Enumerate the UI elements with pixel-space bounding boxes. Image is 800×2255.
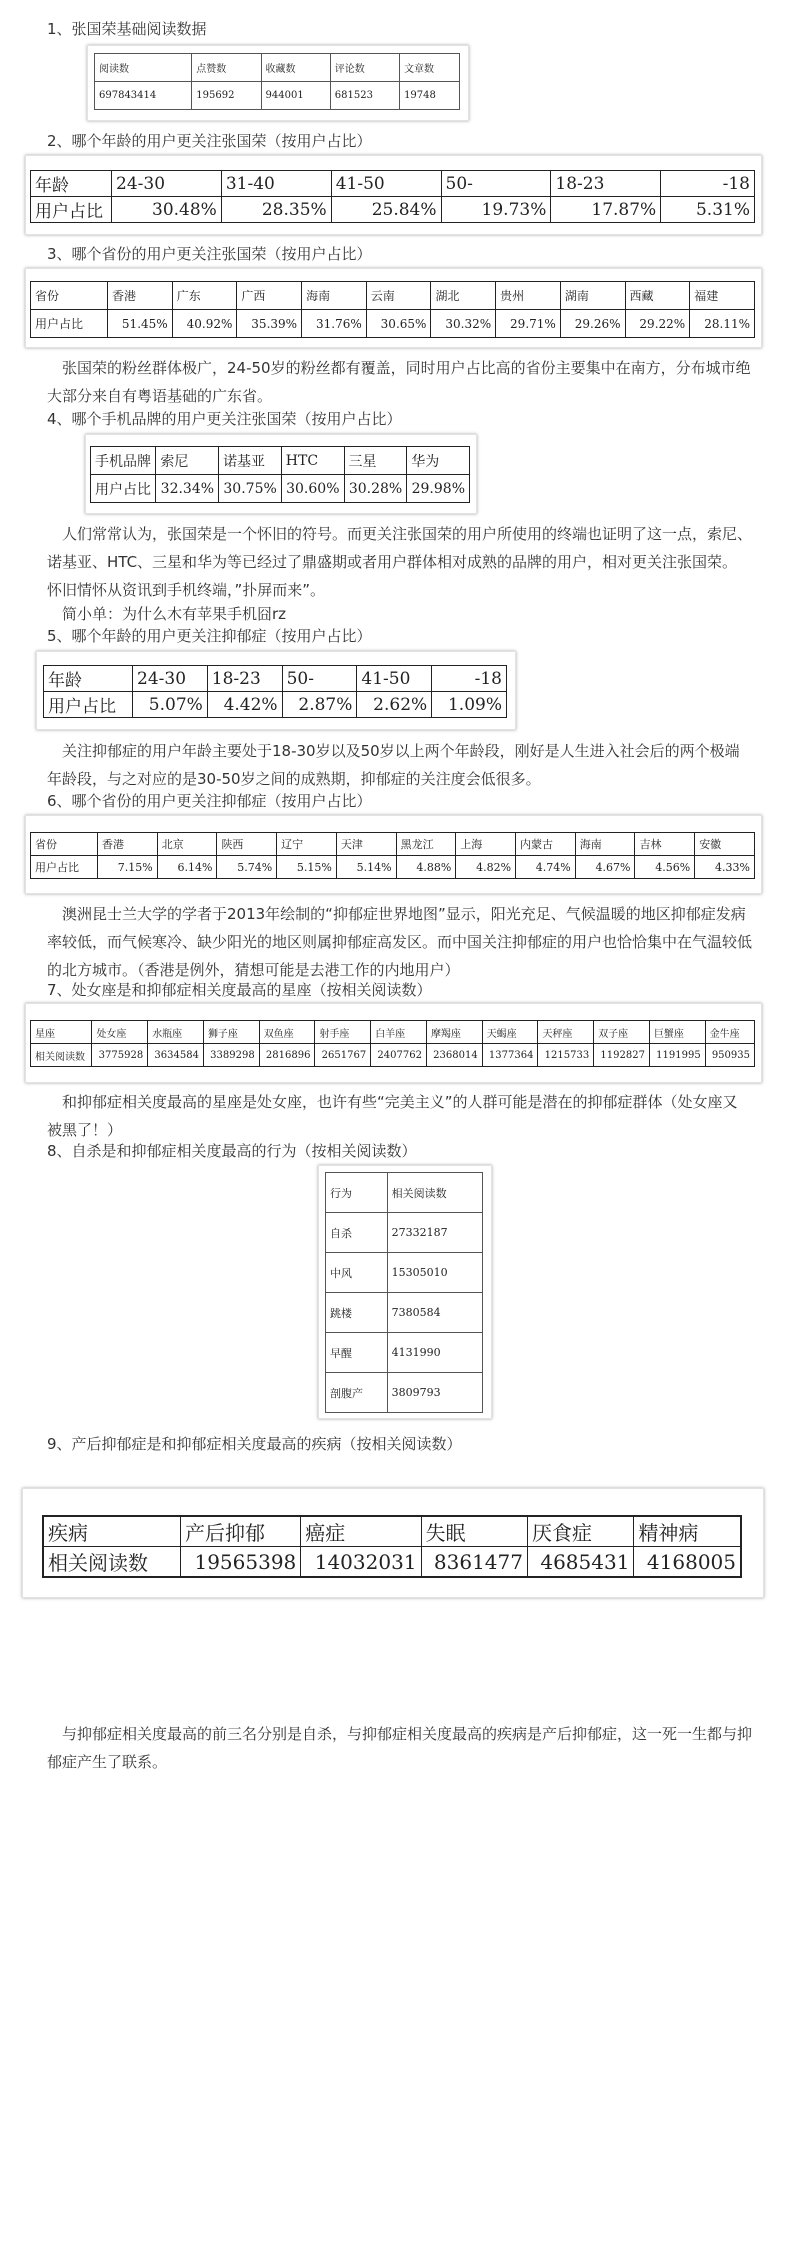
s8-value-cell: 15305010	[387, 1253, 482, 1293]
s9-header-cell: 厌食症	[527, 1516, 633, 1547]
s4-paragraph: 人们常常认为，张国荣是一个怀旧的符号。而更关注张国荣的用户所使用的终端也证明了这一点，索尼、诺基亚、HTC、三星和华为等已经过了鼎盛期或者用户群体相对成熟的品牌的用户，相对更关注张国荣。怀旧情怀从资讯到手机终端，”扑屏而来”。	[47, 525, 753, 599]
s7-value-cell: 1215733	[538, 1044, 594, 1067]
s4-value-cell: 32.34%	[156, 475, 219, 503]
s3-header-cell: 贵州	[496, 282, 561, 310]
s9-value-cell: 8361477	[421, 1547, 527, 1578]
s7-value-cell: 2407762	[371, 1044, 427, 1067]
s8-label-cell: 早醒	[326, 1333, 388, 1373]
s7-header-cell: 处女座	[92, 1021, 148, 1044]
s1-value-cell: 944001	[261, 82, 330, 110]
s8-label-cell: 跳楼	[326, 1293, 388, 1333]
s7-table	[30, 1020, 755, 1067]
s6-value-cell: 4.82%	[456, 856, 516, 879]
s5-row-label: 用户占比	[44, 692, 133, 718]
s5-header-cell: 50-	[282, 666, 357, 692]
s6-paragraph: 澳洲昆士兰大学的学者于2013年绘制的“抑郁症世界地图”显示，阳光充足、气候温暖的地区抑郁症发病率较低，而气候寒冷、缺少阳光的地区则属抑郁症高发区。而中国关注抑郁症的用户也恰恰集中在气温较低的北方城市。（香港是例外，猜想可能是去港工作的内地用户）	[47, 905, 753, 979]
s8-value-cell: 3809793	[387, 1373, 482, 1413]
s4-value-cell: 30.75%	[219, 475, 282, 503]
s3-value-cell: 29.71%	[496, 310, 561, 338]
s7-value-cell: 2368014	[426, 1044, 482, 1067]
s8-value-cell: 27332187	[387, 1213, 482, 1253]
s3-header-cell: 海南	[302, 282, 367, 310]
s7-row-label: 相关阅读数	[31, 1044, 92, 1067]
s2-value-cell: 28.35%	[221, 197, 331, 223]
s1-header-cell: 阅读数	[95, 54, 192, 82]
s3-header-cell: 西藏	[625, 282, 690, 310]
s7-header-cell: 白羊座	[371, 1021, 427, 1044]
s2-table	[30, 170, 755, 223]
s7-value-cell: 1191995	[649, 1044, 705, 1067]
s7-value-cell: 950935	[705, 1044, 754, 1067]
s7-header-cell: 狮子座	[203, 1021, 259, 1044]
s5-value-cell: 5.07%	[133, 692, 208, 718]
section-1-heading: 1、张国荣基础阅读数据	[47, 20, 207, 38]
s7-header-cell: 巨蟹座	[649, 1021, 705, 1044]
section-7-heading: 7、处女座是和抑郁症相关度最高的星座（按相关阅读数）	[47, 981, 432, 999]
s7-header-cell: 金牛座	[705, 1021, 754, 1044]
s7-value-cell: 2651767	[315, 1044, 371, 1067]
section-6-heading: 6、哪个省份的用户更关注抑郁症（按用户占比）	[47, 792, 372, 810]
s6-header-cell: 天津	[336, 833, 396, 856]
s2-header-cell: 31-40	[221, 171, 331, 197]
s4-value-cell: 30.28%	[344, 475, 407, 503]
s6-header-cell: 安徽	[695, 833, 755, 856]
s3-header-cell: 福建	[690, 282, 755, 310]
s3-header-cell: 广西	[237, 282, 302, 310]
s3-header-cell: 湖北	[431, 282, 496, 310]
s3-header-cell: 香港	[108, 282, 173, 310]
s3-row-label: 省份	[31, 282, 108, 310]
s9-value-cell: 19565398	[181, 1547, 301, 1578]
s4-header-cell: 诺基亚	[219, 447, 282, 475]
s4-header-cell: HTC	[281, 447, 344, 475]
s9-table	[42, 1515, 742, 1578]
s3-value-cell: 30.65%	[366, 310, 431, 338]
s6-value-cell: 5.14%	[336, 856, 396, 879]
s4-row-label: 手机品牌	[91, 447, 156, 475]
section-9-heading: 9、产后抑郁症是和抑郁症相关度最高的疾病（按相关阅读数）	[47, 1435, 462, 1453]
s6-table	[30, 832, 755, 879]
s6-value-cell: 5.15%	[277, 856, 337, 879]
s1-header-cell: 收藏数	[261, 54, 330, 82]
s4-table	[90, 446, 470, 503]
s6-value-cell: 4.88%	[396, 856, 456, 879]
s9-value-cell: 4168005	[634, 1547, 741, 1578]
s2-value-cell: 25.84%	[331, 197, 441, 223]
s2-value-cell: 30.48%	[112, 197, 222, 223]
s7-header-cell: 摩羯座	[426, 1021, 482, 1044]
s5-value-cell: 2.62%	[357, 692, 432, 718]
s6-value-cell: 4.67%	[575, 856, 635, 879]
s1-header-cell: 文章数	[400, 54, 460, 82]
s6-header-cell: 北京	[157, 833, 217, 856]
s5-paragraph: 关注抑郁症的用户年龄主要处于18-30岁以及50岁以上两个年龄段，刚好是人生进入社会后的两个极端年龄段，与之对应的是30-50岁之间的成熟期，抑郁症的关注度会低很多。	[47, 742, 740, 788]
s6-header-cell: 上海	[456, 833, 516, 856]
s6-header-cell: 吉林	[635, 833, 695, 856]
s4-header-cell: 华为	[407, 447, 470, 475]
s3-value-cell: 30.32%	[431, 310, 496, 338]
s1-header-cell: 评论数	[330, 54, 399, 82]
s8-label-cell: 自杀	[326, 1213, 388, 1253]
s6-header-cell: 辽宁	[277, 833, 337, 856]
s2-header-cell: 24-30	[112, 171, 222, 197]
s1-value-cell: 697843414	[95, 82, 192, 110]
s7-value-cell: 1377364	[482, 1044, 538, 1067]
s2-header-cell: 41-50	[331, 171, 441, 197]
s5-value-cell: 1.09%	[432, 692, 507, 718]
s3-header-cell: 湖南	[560, 282, 625, 310]
s6-header-cell: 陕西	[217, 833, 277, 856]
s7-header-cell: 射手座	[315, 1021, 371, 1044]
s4-row-label: 用户占比	[91, 475, 156, 503]
s8-header-cell: 相关阅读数	[387, 1173, 482, 1213]
s5-header-cell: -18	[432, 666, 507, 692]
s4-value-cell: 30.60%	[281, 475, 344, 503]
s5-row-label: 年龄	[44, 666, 133, 692]
s4-value-cell: 29.98%	[407, 475, 470, 503]
section-5-heading: 5、哪个年龄的用户更关注抑郁症（按用户占比）	[47, 627, 372, 645]
s7-value-cell: 3389298	[203, 1044, 259, 1067]
s3-value-cell: 29.26%	[560, 310, 625, 338]
s9-value-cell: 4685431	[527, 1547, 633, 1578]
s6-header-cell: 海南	[575, 833, 635, 856]
s8-value-cell: 7380584	[387, 1293, 482, 1333]
s6-header-cell: 内蒙古	[516, 833, 576, 856]
s4-header-cell: 三星	[344, 447, 407, 475]
s6-value-cell: 7.15%	[98, 856, 158, 879]
s7-header-cell: 水瓶座	[148, 1021, 204, 1044]
s3-header-cell: 云南	[366, 282, 431, 310]
s2-value-cell: 5.31%	[661, 197, 755, 223]
s6-header-cell: 黑龙江	[396, 833, 456, 856]
s7-row-label: 星座	[31, 1021, 92, 1044]
s6-value-cell: 4.33%	[695, 856, 755, 879]
s2-row-label: 用户占比	[31, 197, 112, 223]
s1-table	[94, 53, 460, 110]
s8-label-cell: 中风	[326, 1253, 388, 1293]
s1-value-cell: 19748	[400, 82, 460, 110]
s2-value-cell: 19.73%	[441, 197, 551, 223]
s7-value-cell: 3775928	[92, 1044, 148, 1067]
s6-value-cell: 5.74%	[217, 856, 277, 879]
s3-value-cell: 51.45%	[108, 310, 173, 338]
s8-header-cell: 行为	[326, 1173, 388, 1213]
s7-value-cell: 1192827	[594, 1044, 650, 1067]
s9-value-cell: 14032031	[301, 1547, 421, 1578]
s6-value-cell: 6.14%	[157, 856, 217, 879]
section-2-heading: 2、哪个年龄的用户更关注张国荣（按用户占比）	[47, 132, 372, 150]
s1-value-cell: 195692	[192, 82, 261, 110]
s5-value-cell: 4.42%	[207, 692, 282, 718]
s3-value-cell: 29.22%	[625, 310, 690, 338]
s9-header-cell: 精神病	[634, 1516, 741, 1547]
s6-value-cell: 4.56%	[635, 856, 695, 879]
s1-header-cell: 点赞数	[192, 54, 261, 82]
s6-row-label: 省份	[31, 833, 98, 856]
s4-header-cell: 索尼	[156, 447, 219, 475]
s2-header-cell: -18	[661, 171, 755, 197]
s9-header-cell: 癌症	[301, 1516, 421, 1547]
section-3-heading: 3、哪个省份的用户更关注张国荣（按用户占比）	[47, 245, 372, 263]
s3-value-cell: 35.39%	[237, 310, 302, 338]
s5-header-cell: 18-23	[207, 666, 282, 692]
s9-header-cell: 产后抑郁	[181, 1516, 301, 1547]
s2-row-label: 年龄	[31, 171, 112, 197]
s7-header-cell: 双鱼座	[259, 1021, 315, 1044]
s8-label-cell: 剖腹产	[326, 1373, 388, 1413]
s5-table	[43, 665, 507, 718]
s7-header-cell: 双子座	[594, 1021, 650, 1044]
s9-paragraph: 与抑郁症相关度最高的前三名分别是自杀，与抑郁症相关度最高的疾病是产后抑郁症，这一死一生都与抑郁症产生了联系。	[47, 1725, 753, 1771]
s8-table	[325, 1172, 483, 1413]
s7-header-cell: 天秤座	[538, 1021, 594, 1044]
section-8-heading: 8、自杀是和抑郁症相关度最高的行为（按相关阅读数）	[47, 1142, 417, 1160]
s5-value-cell: 2.87%	[282, 692, 357, 718]
s3-value-cell: 40.92%	[172, 310, 237, 338]
s6-row-label: 用户占比	[31, 856, 98, 879]
s5-header-cell: 41-50	[357, 666, 432, 692]
s3-row-label: 用户占比	[31, 310, 108, 338]
s2-value-cell: 17.87%	[551, 197, 661, 223]
s5-header-cell: 24-30	[133, 666, 208, 692]
s2-header-cell: 18-23	[551, 171, 661, 197]
s7-value-cell: 2816896	[259, 1044, 315, 1067]
s2-header-cell: 50-	[441, 171, 551, 197]
s3-value-cell: 31.76%	[302, 310, 367, 338]
s7-paragraph: 和抑郁症相关度最高的星座是处女座，也许有些“完美主义”的人群可能是潜在的抑郁症群体（处女座又被黑了！）	[47, 1093, 738, 1139]
section-4-heading: 4、哪个手机品牌的用户更关注张国荣（按用户占比）	[47, 410, 402, 428]
s9-row-label: 疾病	[43, 1516, 181, 1547]
s3-value-cell: 28.11%	[690, 310, 755, 338]
s8-value-cell: 4131990	[387, 1333, 482, 1373]
s4-note: 简小单：为什么木有苹果手机囧rz	[62, 605, 287, 623]
s1-value-cell: 681523	[330, 82, 399, 110]
s6-value-cell: 4.74%	[516, 856, 576, 879]
s3-paragraph: 张国荣的粉丝群体极广，24-50岁的粉丝都有覆盖，同时用户占比高的省份主要集中在南方，分布城市绝大部分来自有粤语基础的广东省。	[47, 359, 751, 405]
s3-table	[30, 281, 755, 338]
s6-header-cell: 香港	[98, 833, 158, 856]
s3-header-cell: 广东	[172, 282, 237, 310]
s9-header-cell: 失眠	[421, 1516, 527, 1547]
s9-row-label: 相关阅读数	[43, 1547, 181, 1578]
s7-value-cell: 3634584	[148, 1044, 204, 1067]
s7-header-cell: 天蝎座	[482, 1021, 538, 1044]
